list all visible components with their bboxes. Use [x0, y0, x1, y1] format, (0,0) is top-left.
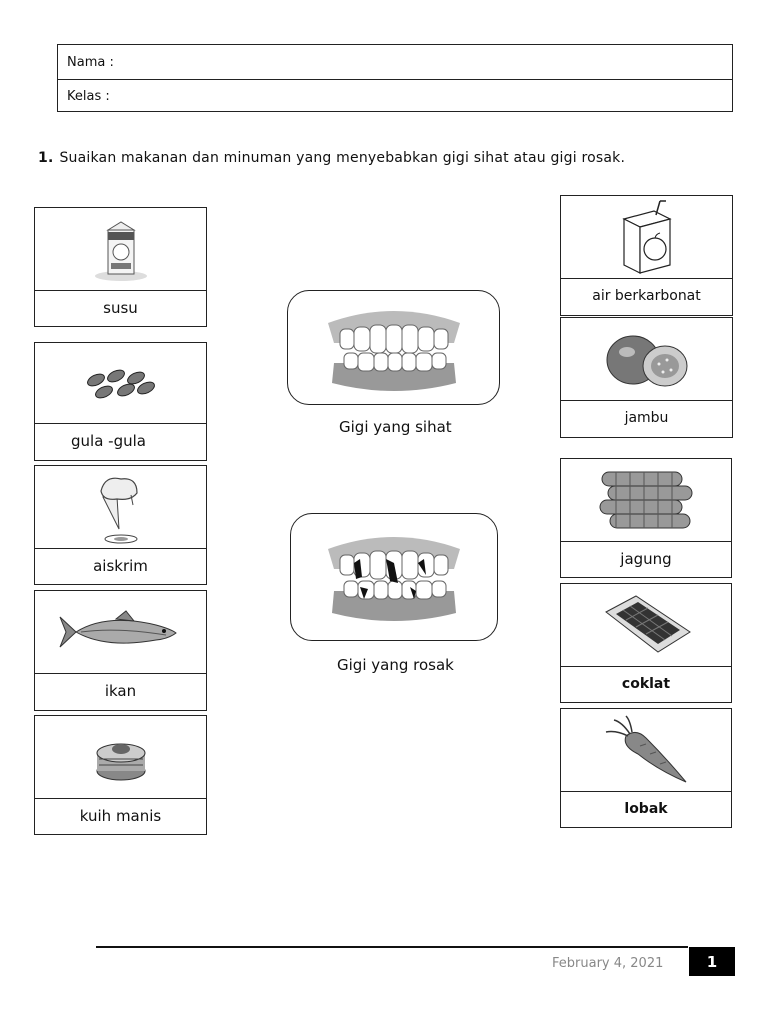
card-lobak[interactable] — [560, 708, 732, 828]
card-susu[interactable] — [34, 207, 207, 327]
footer-rule — [96, 946, 688, 948]
card-label: air berkarbonat — [592, 288, 701, 304]
candy-icon — [35, 343, 206, 424]
cake-icon — [35, 716, 206, 799]
healthy-teeth-image — [287, 290, 500, 405]
chocolate-icon — [561, 584, 731, 667]
card-label: coklat — [621, 675, 671, 692]
card-label: kuih manis — [79, 806, 162, 825]
card-gula-gula[interactable] — [34, 342, 207, 461]
decayed-teeth-icon — [324, 529, 464, 625]
page-number: 1 — [689, 947, 735, 976]
card-label: lobak — [624, 800, 668, 817]
student-info-table — [57, 44, 733, 112]
question-text — [38, 150, 625, 166]
class-label: Kelas : — [67, 89, 110, 104]
card-ikan[interactable] — [34, 590, 207, 711]
footer-date: February 4, 2021 — [552, 956, 664, 971]
decayed-teeth-caption: Gigi yang rosak — [337, 656, 454, 674]
ice-cream-icon — [35, 466, 206, 549]
card-kuih-manis[interactable] — [34, 715, 207, 835]
corn-icon — [561, 459, 731, 542]
decayed-teeth-image — [290, 513, 498, 641]
card-aiskrim[interactable] — [34, 465, 207, 585]
juice-box-icon — [561, 196, 732, 279]
card-label: aiskrim — [93, 556, 148, 575]
healthy-teeth-caption: Gigi yang sihat — [339, 418, 452, 436]
question-number: 1. — [38, 150, 54, 166]
card-jagung[interactable] — [560, 458, 732, 578]
card-coklat[interactable] — [560, 583, 732, 703]
fish-icon — [35, 591, 206, 674]
card-air-berkarbonat[interactable] — [560, 195, 733, 316]
name-label: Nama : — [67, 54, 114, 70]
guava-icon — [561, 318, 732, 401]
card-label: susu — [103, 298, 138, 317]
card-label: jambu — [624, 410, 669, 426]
healthy-teeth-icon — [324, 303, 464, 393]
class-row[interactable] — [58, 79, 732, 113]
card-label: gula -gula — [71, 432, 146, 450]
card-label: jagung — [620, 549, 672, 568]
name-row[interactable] — [58, 45, 732, 79]
carrot-icon — [561, 709, 731, 792]
milk-carton-icon — [35, 208, 206, 291]
card-label: ikan — [104, 682, 137, 700]
card-jambu[interactable] — [560, 317, 733, 438]
question-body: Suaikan makanan dan minuman yang menyebabkan gigi sihat atau gigi rosak. — [59, 150, 626, 166]
